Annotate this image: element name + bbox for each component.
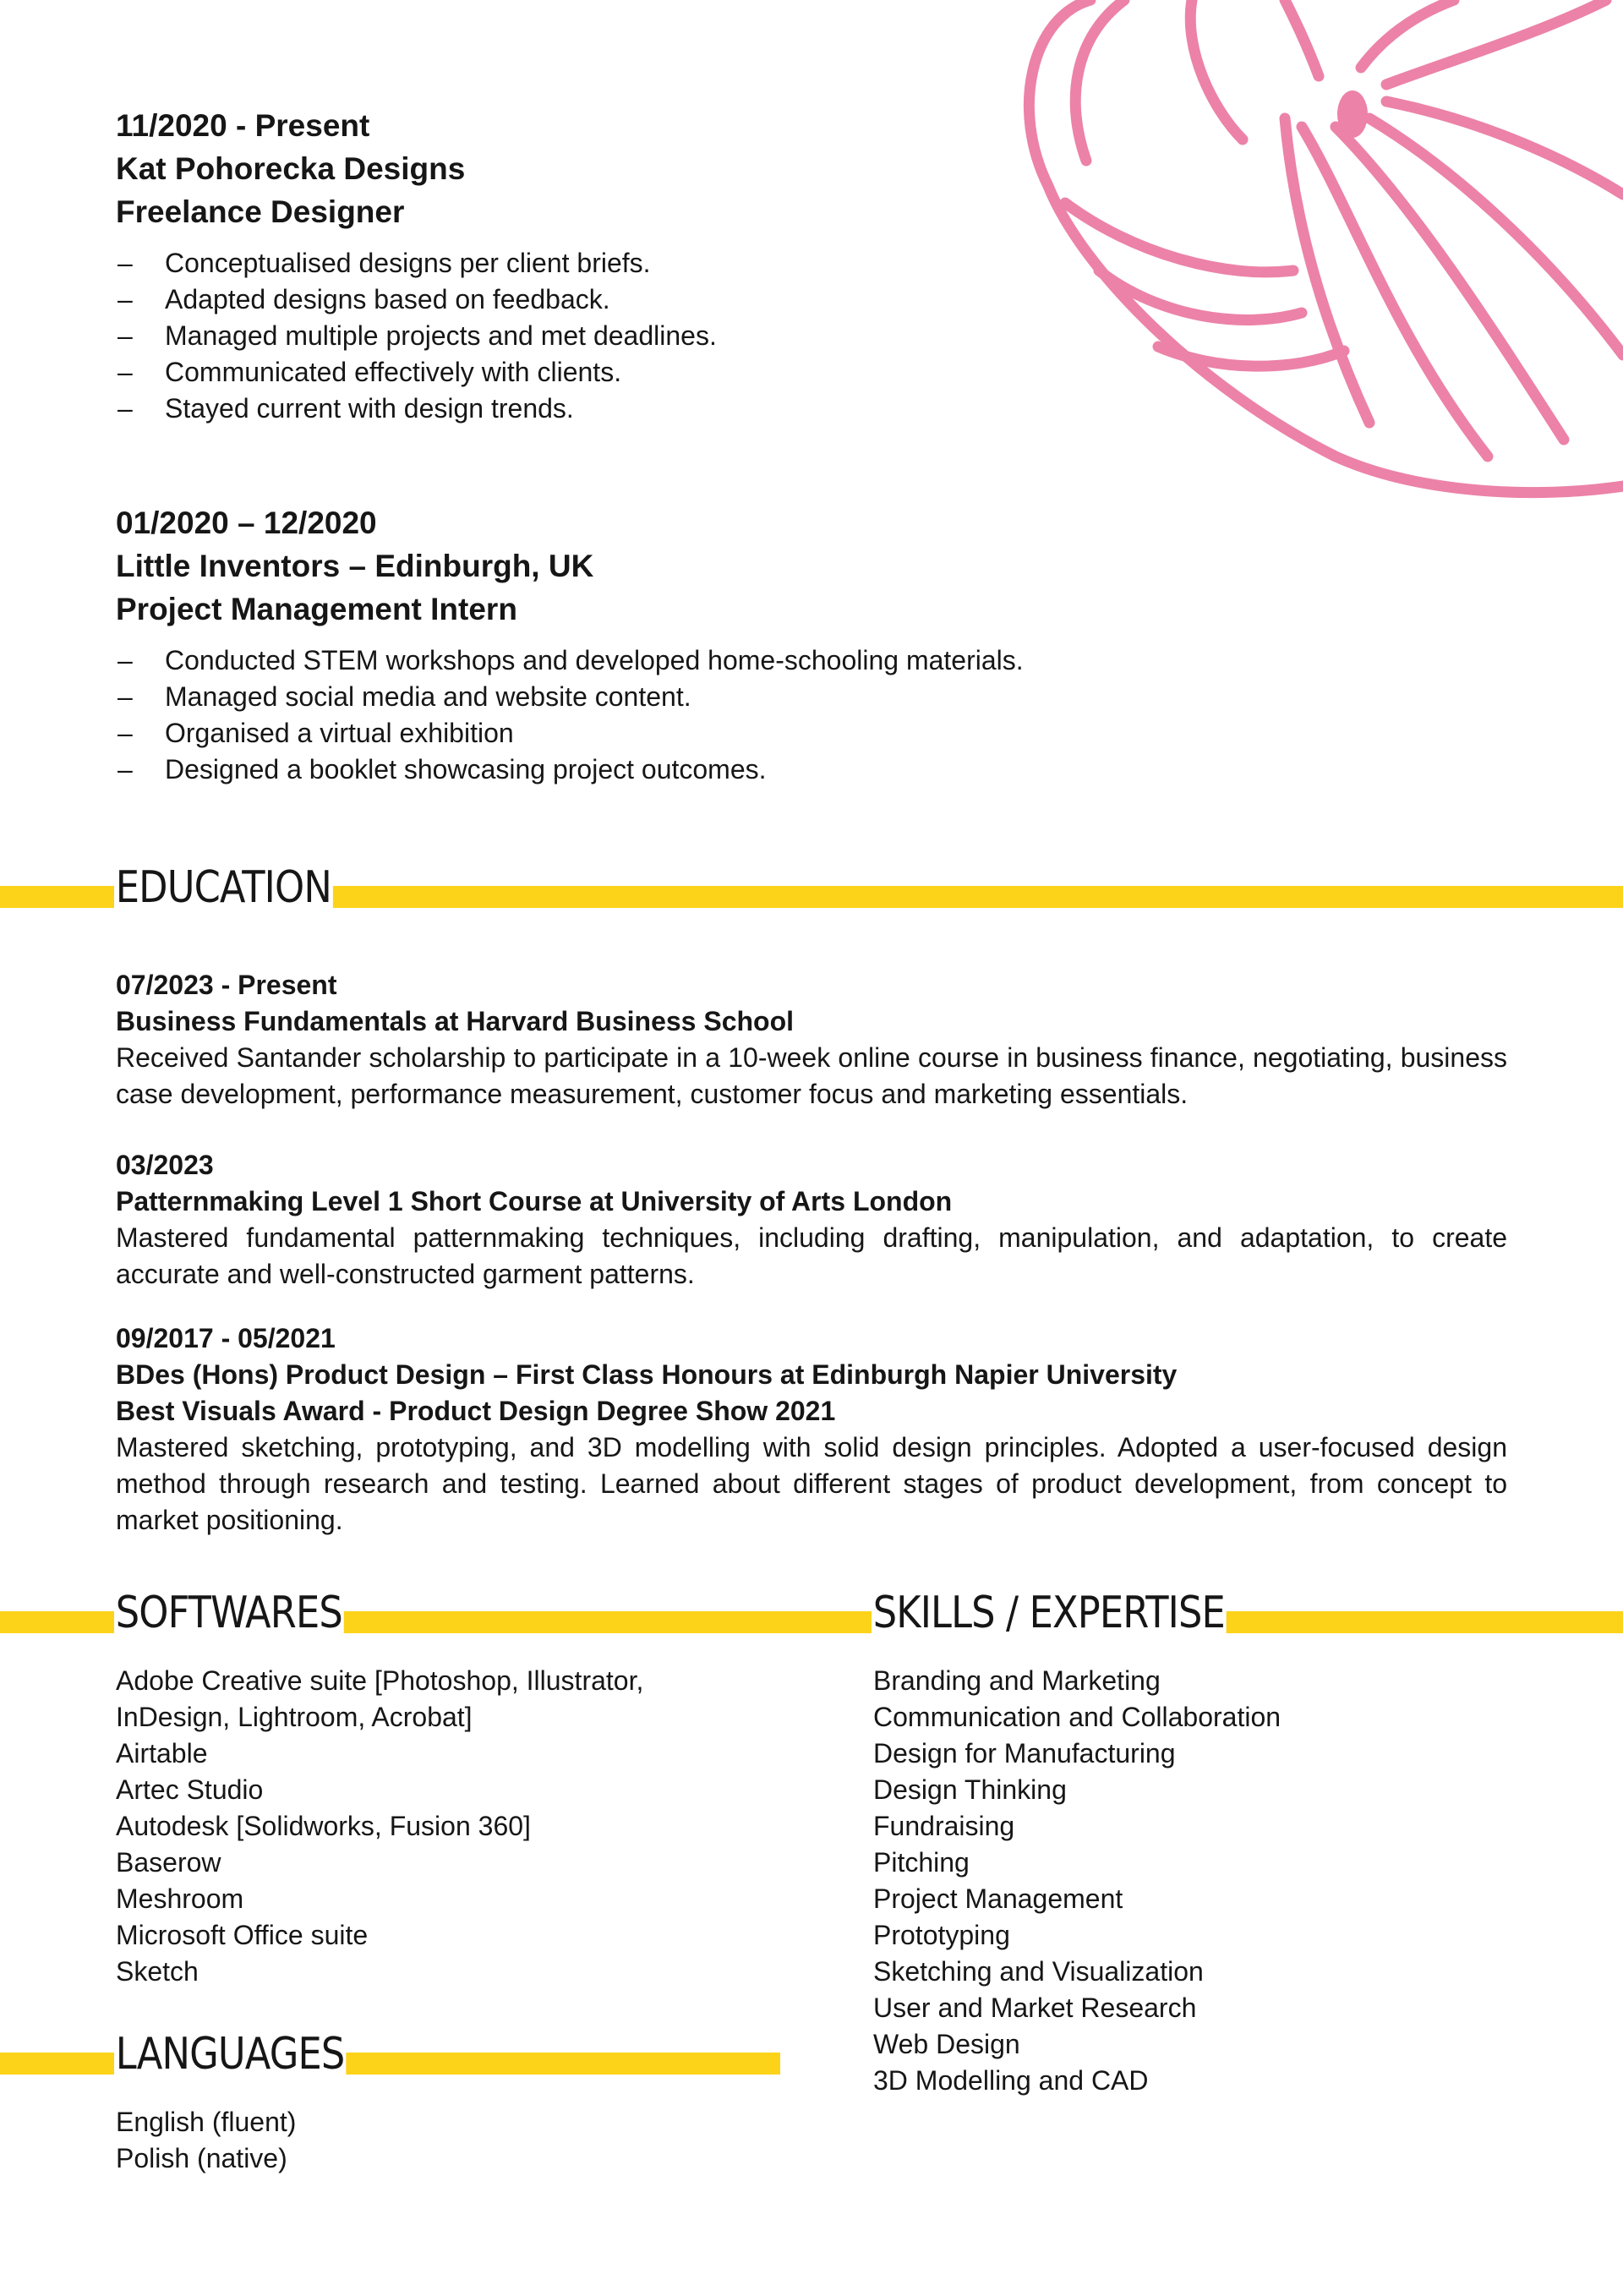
education-description: Received Santander scholarship to participate in a 10-week online course in business finance, negotiating, business case development, performance measurement, customer focus and marketing essentials. xyxy=(116,1042,1507,1109)
bullet-item: – Communicated effectively with clients. xyxy=(116,354,1215,391)
education-description: Mastered fundamental patternmaking techniques, including drafting, manipulation, and adaptation, to create accurate and well-constructed garment patterns. xyxy=(116,1222,1507,1289)
job-entry xyxy=(116,501,1215,788)
skill-item: Design for Manufacturing xyxy=(873,1738,1176,1768)
education-dates: 03/2023 xyxy=(116,1150,214,1180)
education-entry xyxy=(116,967,1507,1112)
bullet-item: – Adapted designs based on feedback. xyxy=(116,282,1215,318)
bullet-item: – Designed a booklet showcasing project outcomes. xyxy=(116,752,1215,788)
skill-item: User and Market Research xyxy=(873,1993,1197,2023)
job-entry xyxy=(116,104,1215,427)
bullet-item: – Stayed current with design trends. xyxy=(116,391,1215,427)
software-item: Sketch xyxy=(116,1956,199,1987)
job-company: Little Inventors – Edinburgh, UK xyxy=(116,549,594,583)
software-item: Autodesk [Solidworks, Fusion 360] xyxy=(116,1811,531,1841)
languages-title: LANGUAGES xyxy=(115,2029,345,2080)
job-bullets xyxy=(116,642,1215,788)
software-item: Meshroom xyxy=(116,1883,244,1914)
education-dates: 07/2023 - Present xyxy=(116,970,337,1000)
bullet-item: – Conducted STEM workshops and developed home-schooling materials. xyxy=(116,642,1215,679)
language-item: Polish (native) xyxy=(116,2143,287,2173)
software-item: Baserow xyxy=(116,1847,221,1878)
skill-item: 3D Modelling and CAD xyxy=(873,2065,1149,2096)
language-item: English (fluent) xyxy=(116,2107,297,2137)
skill-item: Project Management xyxy=(873,1883,1123,1914)
education-description: Mastered sketching, prototyping, and 3D modelling with solid design principles. Adopted a user-focused design method through research and testing. Learned about different stages of product development, from concept to market positioning. xyxy=(116,1432,1507,1535)
job-dates: 11/2020 - Present xyxy=(116,108,370,143)
job-role: Freelance Designer xyxy=(116,194,405,229)
skill-item: Sketching and Visualization xyxy=(873,1956,1204,1987)
software-item: Artec Studio xyxy=(116,1774,264,1805)
education-entry xyxy=(116,1147,1507,1293)
job-role: Project Management Intern xyxy=(116,592,517,626)
skill-item: Design Thinking xyxy=(873,1774,1067,1805)
education-award: Best Visuals Award - Product Design Degree Show 2021 xyxy=(116,1396,836,1426)
softwares-title: SOFTWARES xyxy=(115,1588,342,1638)
job-dates: 01/2020 – 12/2020 xyxy=(116,506,377,540)
education-course: Business Fundamentals at Harvard Business School xyxy=(116,1006,795,1036)
software-item: Airtable xyxy=(116,1738,208,1768)
skill-item: Pitching xyxy=(873,1847,970,1878)
job-bullets xyxy=(116,245,1215,427)
skills-list xyxy=(873,1663,1281,2099)
education-title: EDUCATION xyxy=(115,862,331,913)
software-item: InDesign, Lightroom, Acrobat] xyxy=(116,1702,473,1732)
softwares-list xyxy=(116,1663,643,1990)
skill-item: Prototyping xyxy=(873,1920,1010,1950)
skills-title: SKILLS / EXPERTISE xyxy=(872,1588,1225,1638)
bullet-item: – Conceptualised designs per client briefs. xyxy=(116,245,1215,282)
education-course: Patternmaking Level 1 Short Course at University of Arts London xyxy=(116,1186,953,1216)
skill-item: Communication and Collaboration xyxy=(873,1702,1281,1732)
software-item: Adobe Creative suite [Photoshop, Illustrator, xyxy=(116,1665,644,1696)
skill-item: Branding and Marketing xyxy=(873,1665,1161,1696)
job-company: Kat Pohorecka Designs xyxy=(116,151,466,186)
education-dates: 09/2017 - 05/2021 xyxy=(116,1323,336,1353)
bullet-item: – Organised a virtual exhibition xyxy=(116,715,1215,752)
languages-list xyxy=(116,2104,296,2177)
education-course: BDes (Hons) Product Design – First Class Honours at Edinburgh Napier University xyxy=(116,1359,1178,1390)
skill-item: Web Design xyxy=(873,2029,1020,2059)
software-item: Microsoft Office suite xyxy=(116,1920,369,1950)
skill-item: Fundraising xyxy=(873,1811,1015,1841)
bullet-item: – Managed multiple projects and met deadlines. xyxy=(116,318,1215,354)
bullet-item: – Managed social media and website content. xyxy=(116,679,1215,715)
education-entry xyxy=(116,1320,1507,1539)
